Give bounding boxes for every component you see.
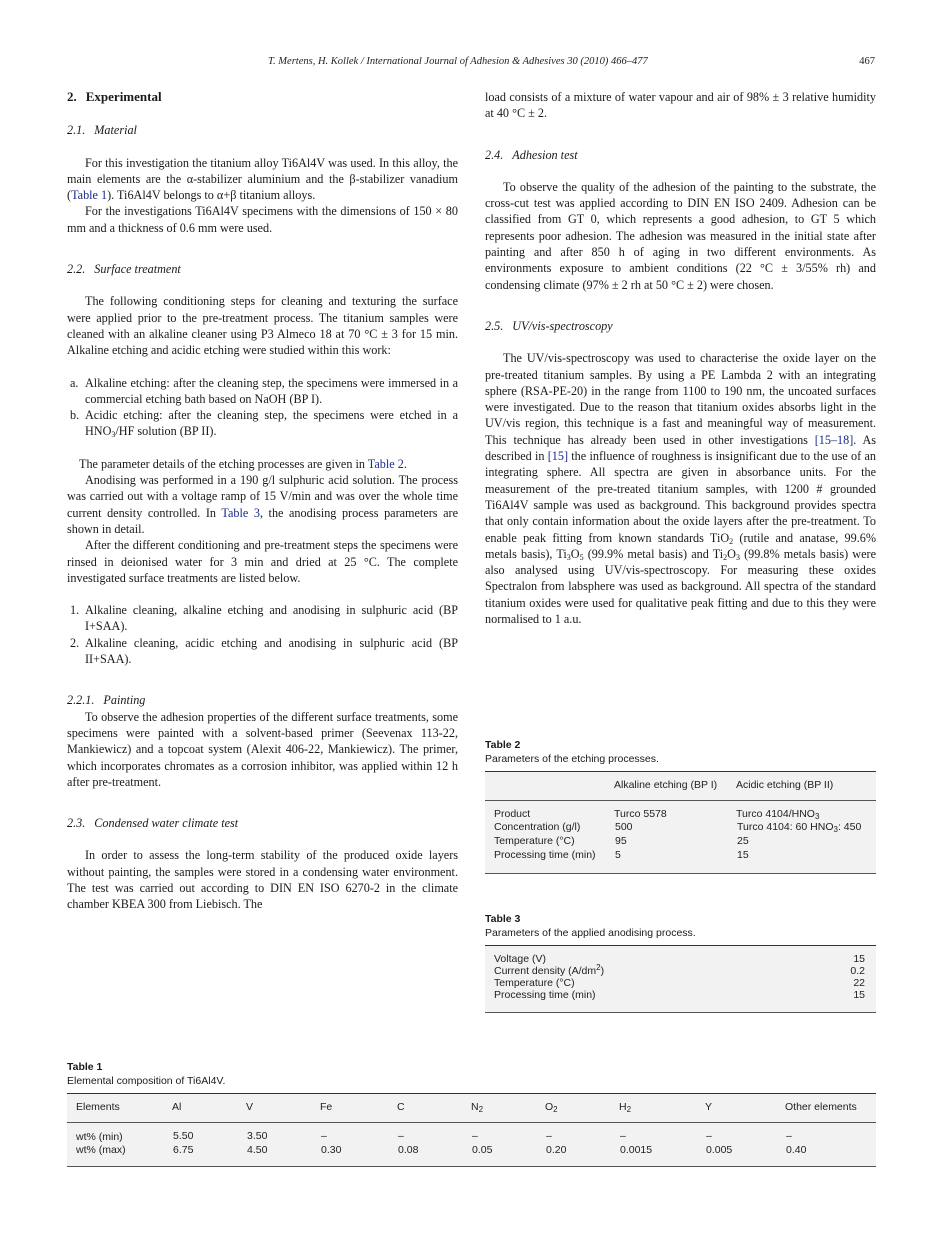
table1-header: Elements [76,1101,120,1113]
table1-label: Table 1 [67,1061,103,1073]
table1-caption: Elemental composition of Ti6Al4V. [67,1075,226,1087]
table2-link[interactable]: Table 2 [367,456,404,471]
subsection-heading-painting: 2.2.1. Painting [67,693,146,708]
table-row: Processing time (min) 5 15 [494,848,749,861]
table3-label: Table 3 [485,913,521,925]
surface-treatment-paragraph-2: The parameter details of the etching processes are given in Table 2. [79,456,407,471]
table3 [485,912,876,1013]
surface-treatment-paragraph-4: After the different conditioning and pre-treatment steps the specimens were rinsed in deionised water for 3 min and dried at 25 °C. The complete investigated surface treatments are listed below. [67,538,458,585]
table-row: wt% (max) 6.75 4.50 0.30 0.08 0.05 0.20 0.0015 0.005 0.40 [76,1143,807,1156]
list-item: b. Acidic etching: after the cleaning step, the specimens were etched in a $HNO_3/HF$ solution (BP II). [70,408,458,440]
running-title: T. Mertens, H. Kollek / International Journal of Adhesion & Adhesives 30 (2010) 466–477 [268,56,648,67]
table1-header: V [246,1101,254,1113]
table1-grid [67,1093,876,1167]
table1-header: C [397,1101,405,1113]
table-row: Processing time (min) 15 [494,989,865,1001]
table2-caption: Parameters of the etching processes. [485,753,659,765]
subsection-heading-surface-treatment: 2.2. Surface treatment [67,262,181,277]
uv-vis-paragraph: The UV/vis-spectroscopy was used to characterise the oxide layer on the pre-treated titanium samples. By using a PE Lambda 2 with an integrating sphere (RSA-PE-20) in the range from 1100 to 190 nm, the uncoated surfaces were investigated. Due to the reason that titanium oxides absorbs light in the UV/vis region, this technique is a fast and meaningful way of measurement. This technique has already been used in other investigations [15–18]. As described in [15] the influence of roughness is insignificant due to the use of an integrating sphere. All spectra are given in absorbance units. For the measurement of the pre-treated titanium samples, with 1200 # grounded Ti6Al4V sample was used as background. This background provides spectra that only contain information about the oxide layers after the pre-treatment. To enable peak fitting from known standards TiO$_2$ (rutile and anatase, 99.6% metals basis), $Ti_3O_5$ (99.9% metal basis) and $Ti_2O_3$ (99.8% metals basis) were also analysed using UV/vis-spectroscopy. For measuring these oxides Spectralon from labsphere was used as background. All spectra of the standard titanium oxides were used for qualitative peak fitting and due to this they were normalised to 1 a.u. [485,351,877,627]
table1-header: Other elements [785,1101,857,1113]
left-column [67,89,458,913]
material-paragraph-1: For this investigation the titanium alloy Ti6Al4V was used. In this alloy, the main elements are the α-stabilizer aluminium and the β-stabilizer vanadium (Table 1). Ti6Al4V belongs to α+β titanium alloys. [67,155,458,203]
list-item: 2. Alkaline cleaning, acidic etching and anodising in sulphuric acid (BP II+SAA). [70,635,458,667]
treatment-list [67,602,458,667]
adhesion-test-paragraph: To observe the quality of the adhesion of the painting to the substrate, the cross-cut test was applied according to DIN EN ISO 2409. Adhesion can be classified from GT 0, which represents a good adhesion, to GT 5 which represents poor adhesion. The adhesion was measured in the initial state after painting and after 850 h of aging in two different environments. As environments exposure to ambient conditions (22 °C ± 3/55% rh) and condensing climate (97% ± 2 rh at 50 °C ± 2) were chosen. [485,179,876,292]
table2-header-acidic: Acidic etching (BP II) [736,779,834,791]
right-column [485,89,876,627]
table-row: Voltage (V) 15 [494,953,865,965]
reference-link-15-18[interactable]: [15–18] [814,432,854,447]
table1-header: Y [705,1101,713,1113]
list-item: a. Alkaline etching: after the cleaning step, the specimens were immersed in a commercial etching bath based on NaOH (BP I). [70,375,458,406]
table2-header-alkaline: Alkaline etching (BP I) [614,779,718,791]
table3-grid [485,945,876,1013]
table1 [67,1060,876,1167]
table1-header: Fe [320,1101,333,1113]
table1-header: $O_2$ [545,1101,558,1114]
table1-header: Al [172,1101,182,1113]
table2 [485,738,876,874]
surface-treatment-paragraph-3: Anodising was performed in a 190 g/l sulphuric acid solution. The process was carried out with a voltage ramp of 15 V/min and was over the whole time current density controlled. In Table 3, the anodising process parameters are shown in detail. [67,473,458,536]
table3-caption: Parameters of the applied anodising process. [485,927,696,939]
surface-treatment-paragraph-1: The following conditioning steps for cleaning and texturing the surface were applied prior to the pre-treatment process. The titanium samples were cleaned with an alkaline cleaner using P3 Almeco 18 at 70 °C ± 3 for 15 min. Alkaline etching and acidic etching were studied within this work: [67,294,458,358]
reference-link-15[interactable]: [15] [547,449,569,464]
table1-link[interactable]: Table 1 [71,188,108,203]
section-heading-experimental: 2. Experimental [67,89,162,104]
table2-label: Table 2 [485,739,521,751]
table-row: Current density $(A/dm^2)$ 0.2 [494,963,865,977]
table-row: Product Turco 5578 Turco $4104/HNO_3$ [494,808,820,821]
material-paragraph-2: For the investigations Ti6Al4V specimens with the dimensions of 150 × 80 mm and a thickness of 0.6 mm were used. [67,204,458,235]
continuation-paragraph: load consists of a mixture of water vapour and air of 98% ± 3 relative humidity at 40 °C ± 2. [485,90,876,121]
table-row: Temperature (°C) 22 [494,977,865,989]
list-item: 1. Alkaline cleaning, alkaline etching and anodising in sulphuric acid (BP I+SAA). [70,603,458,634]
subsection-heading-material: 2.1. Material [67,123,137,138]
subsection-heading-uv-vis: 2.5. UV/vis-spectroscopy [485,318,613,333]
table2-grid [485,771,876,874]
subsection-heading-condensed-water: 2.3. Condensed water climate test [67,816,239,831]
painting-paragraph: To observe the adhesion properties of the different surface treatments, some specimens were painted with a solvent-based primer (Seevenax 113-22, Mankiewicz) and a topcoat system (Alexit 406-22, Mankiewicz). The primer, which incorporates chromates as a corrosion inhibitor, was applied within 12 h after pre-treatment. [67,709,458,789]
table-row: Concentration (g/l) 500 Turco 4104: 60 $HNO_3$: 450 [494,821,862,834]
condensed-water-paragraph: In order to assess the long-term stability of the produced oxide layers without painting, the samples were stored in a condensing water environment. The test was carried out according to DIN EN ISO 6270-2 in the climate chamber KBEA 300 from Liebisch. The [67,848,458,912]
table1-header: $H_2$ [619,1101,632,1114]
page-number: 467 [859,56,875,67]
etching-list [67,375,458,440]
table3-link[interactable]: Table 3 [221,505,260,520]
table-row: wt% (min) 5.50 3.50 – – – – – – – [76,1130,792,1143]
table1-header: $N_2$ [471,1101,484,1114]
subsection-heading-adhesion-test: 2.4. Adhesion test [485,147,578,162]
table-row: Temperature (°C) 95 25 [494,835,749,847]
running-header [0,56,925,70]
